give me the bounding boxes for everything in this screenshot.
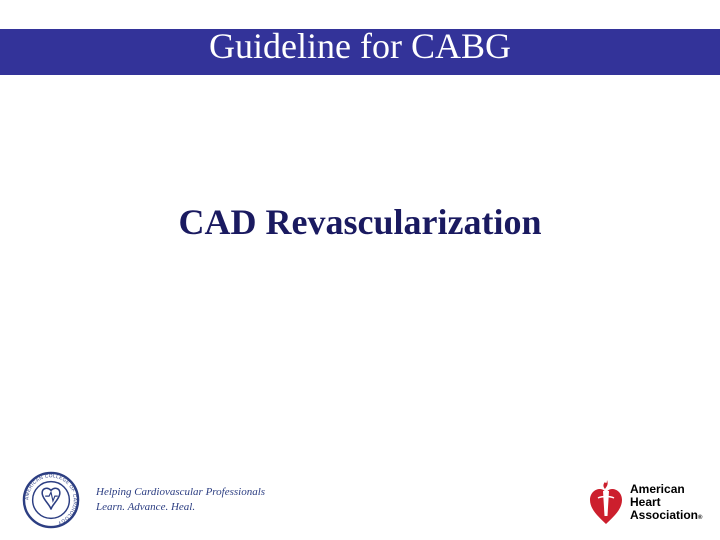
aha-wordmark-line1: American (630, 482, 685, 496)
acc-seal-text: AMERICAN COLLEGE OF CARDIOLOGY (25, 474, 77, 525)
aha-wordmark-association: Association (630, 508, 699, 522)
title-bar (0, 26, 720, 75)
acc-tagline-line2: Learn. Advance. Heal. (96, 501, 196, 513)
acc-tagline (96, 485, 296, 515)
acc-tagline-line1: Helping Cardiovascular Professionals (96, 486, 266, 498)
acc-seal-icon (22, 471, 80, 529)
slide-title: Guideline for CABG (209, 26, 511, 66)
aha-wordmark (630, 483, 702, 525)
aha-wordmark-line3 (630, 509, 702, 525)
slide-subtitle: CAD Revascularization (178, 202, 542, 242)
registered-mark: ® (698, 515, 703, 521)
heart-torch-icon (588, 476, 624, 526)
aha-wordmark-line2: Heart (630, 495, 661, 509)
